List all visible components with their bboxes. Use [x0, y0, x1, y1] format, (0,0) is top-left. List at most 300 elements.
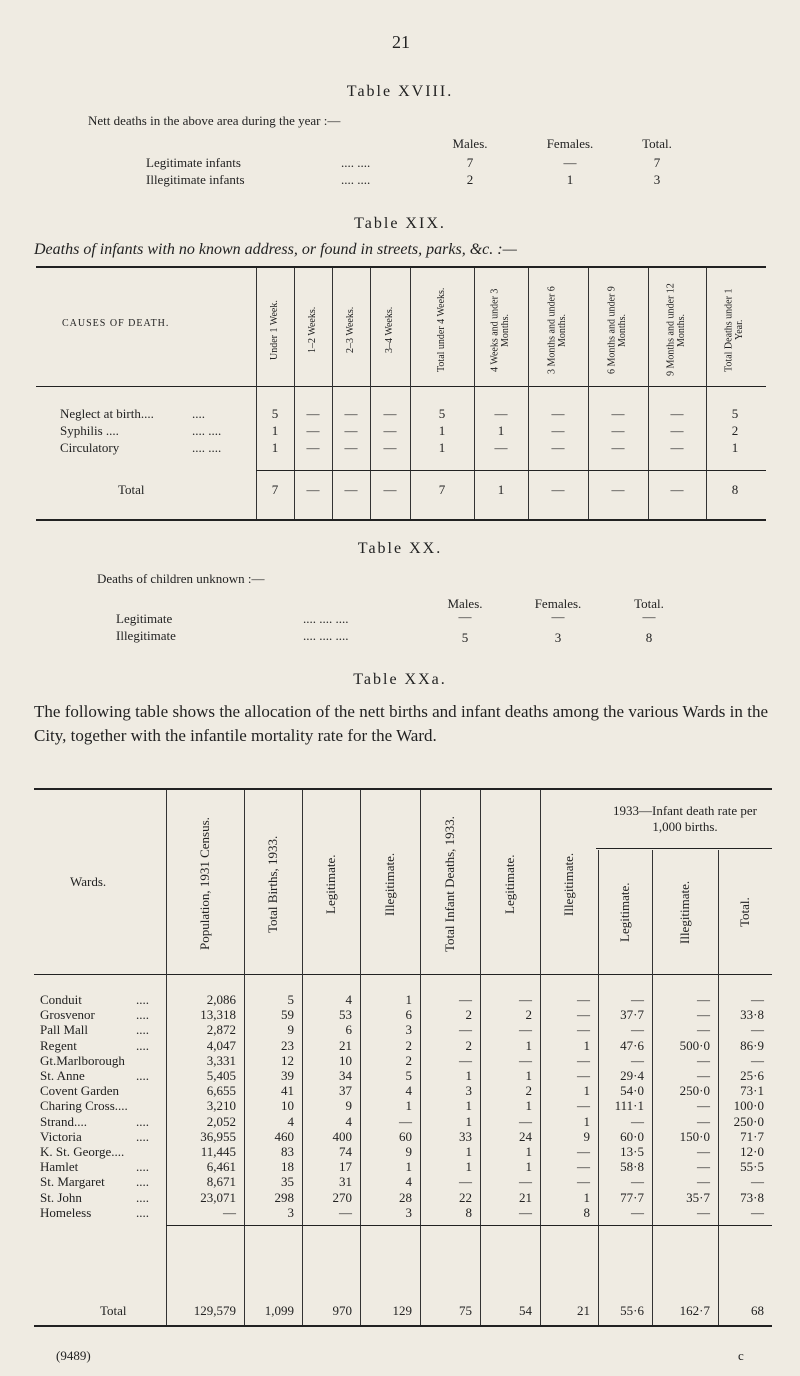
table20a-cell: —	[697, 1022, 710, 1037]
table20a-col-header: Illegitimate.	[381, 852, 397, 916]
table20a-cell: 83	[281, 1144, 294, 1159]
table18-row-dots: .... ....	[341, 172, 371, 187]
table20a-cell: 150·0	[679, 1129, 710, 1144]
table20a-cell: —	[459, 992, 472, 1007]
table20a-cell: 2	[525, 1007, 532, 1022]
table20-row-dots: .... .... ....	[303, 628, 349, 643]
table20-cell: —	[551, 609, 565, 624]
table20a-cell: —	[577, 1098, 590, 1113]
table20a-cell: 1	[525, 1038, 532, 1053]
table20a-cell: 55·5	[740, 1159, 764, 1174]
table19-cell: 5	[438, 406, 446, 421]
table19-row-label: Circulatory	[60, 440, 120, 455]
table20a-ward-dots: ....	[136, 1022, 149, 1037]
table20a-wards-header: Wards.	[70, 874, 107, 889]
table20-cell: —	[642, 609, 656, 624]
table20a-col-header: Legitimate.	[501, 854, 517, 914]
table20a-cell: 3	[287, 1205, 294, 1220]
table20a-cell: 12·0	[740, 1144, 764, 1159]
table20a-ward-name: Conduit	[40, 992, 82, 1007]
table20a-cell: —	[697, 1053, 710, 1068]
table19-cell: 5	[731, 406, 739, 421]
table20a-cell: 36,955	[200, 1129, 236, 1144]
table19-cell: —	[551, 406, 565, 421]
table20a-cell: —	[577, 1144, 590, 1159]
table20a-cell: 10	[281, 1098, 294, 1113]
table20a-cell: —	[223, 1205, 236, 1220]
table20a-cell: 71·7	[740, 1129, 764, 1144]
table19-cell: —	[670, 406, 684, 421]
table19-row-dots: .... ....	[192, 423, 222, 438]
table20a-cell: —	[751, 992, 764, 1007]
table20a-ward-dots: ....	[136, 1174, 149, 1189]
table20a-cell: 3	[465, 1083, 472, 1098]
table20a-ward-dots: ....	[136, 992, 149, 1007]
table20a-cell: 6,461	[206, 1159, 236, 1174]
table20a-cell: —	[577, 1007, 590, 1022]
table20a-cell: 4	[405, 1174, 412, 1189]
table20a-cell: —	[459, 1174, 472, 1189]
table20a-cell: 33	[459, 1129, 472, 1144]
table20a-total-cell: 21	[577, 1303, 590, 1318]
table20a-cell: 1	[405, 1159, 412, 1174]
table20a-cell: 2	[465, 1007, 472, 1022]
table19-cell: —	[494, 406, 508, 421]
table19-top-rule	[36, 266, 766, 268]
table19-row-label: Syphilis ....	[60, 423, 119, 438]
table19-col-header: 2–3 Weeks.	[344, 306, 356, 354]
table20a-cell: —	[519, 1174, 532, 1189]
table20a-cell: —	[577, 1068, 590, 1083]
table20a-total-cell: 129,579	[193, 1303, 236, 1318]
table20a-cell: 1	[583, 1083, 590, 1098]
table20-cell: 3	[554, 630, 562, 645]
table20a-cell: 2,872	[206, 1022, 236, 1037]
table20a-cell: —	[519, 992, 532, 1007]
table19-cell: —	[611, 440, 625, 455]
table20a-ward-name: K. St. George....	[40, 1144, 125, 1159]
table20a-ward-name: St. Anne	[40, 1068, 85, 1083]
table20a-cell: —	[697, 992, 710, 1007]
table20a-ward-name: Grosvenor	[40, 1007, 95, 1022]
table20a-cell: 35	[281, 1174, 294, 1189]
footer-letter: c	[738, 1348, 744, 1363]
table20a-total-cell: 970	[332, 1303, 352, 1318]
table20a-cell: 111·1	[614, 1098, 644, 1113]
table20a-cell: 5	[405, 1068, 412, 1083]
table19-col-header: Total under 4 Weeks.	[435, 287, 447, 373]
table20a-cell: 37	[339, 1083, 352, 1098]
table20a-cell: 2	[405, 1053, 412, 1068]
table20a-cell: —	[697, 1205, 710, 1220]
table19-cause-header: CAUSES OF DEATH.	[62, 318, 170, 329]
table20a-cell: 60	[399, 1129, 412, 1144]
table20a-cell: 4	[345, 992, 352, 1007]
table19-total-rule	[256, 470, 766, 471]
table18-cell: 7	[653, 155, 661, 170]
table19-cell: —	[383, 406, 397, 421]
table19-header-rule	[36, 386, 766, 387]
table19-cell: —	[494, 440, 508, 455]
table20a-cell: 21	[339, 1038, 352, 1053]
table20a-cell: 5,405	[206, 1068, 236, 1083]
table19-bottom-rule	[36, 519, 766, 521]
table20a-cell: 18	[281, 1159, 294, 1174]
table20a-cell: 23	[281, 1038, 294, 1053]
page-number: 21	[392, 32, 410, 52]
table20-cell: 8	[645, 630, 653, 645]
table20a-cell: 41	[281, 1083, 294, 1098]
table20a-cell: 460	[274, 1129, 294, 1144]
table20-title: Table XX.	[357, 540, 443, 557]
table20a-cell: —	[459, 1022, 472, 1037]
table20a-cell: 8,671	[206, 1174, 236, 1189]
table20a-col-header: Legitimate.	[616, 882, 632, 942]
table19-col-header: Total Deaths under 1 Year.	[723, 288, 745, 372]
table20a-cell: —	[697, 1159, 710, 1174]
table20a-ward-name: Victoria	[40, 1129, 82, 1144]
table19-cell: —	[383, 423, 397, 438]
table20a-cell: 53	[339, 1007, 352, 1022]
table20a-cell: 1	[583, 1190, 590, 1205]
table20a-title: Table XXa.	[353, 671, 447, 688]
table19-total-cell: —	[611, 482, 625, 497]
table20a-cell: 2,086	[206, 992, 236, 1007]
table20a-header-rule	[34, 974, 772, 975]
table20a-cell: —	[577, 1174, 590, 1189]
table20a-cell: —	[519, 1114, 532, 1129]
table19-col-header: 6 Months and under 9 Months.	[606, 286, 628, 374]
table20a-cell: 100·0	[733, 1098, 764, 1113]
table20a-cell: —	[697, 1144, 710, 1159]
table20a-cell: —	[577, 1159, 590, 1174]
table20a-cell: 9	[583, 1129, 590, 1144]
table20a-total-rule	[166, 1225, 772, 1226]
table20a-ward-name: Homeless	[40, 1205, 92, 1220]
table20a-cell: —	[631, 1022, 644, 1037]
table19-row-dots: .... ....	[192, 440, 222, 455]
table20a-cell: —	[631, 1174, 644, 1189]
table19-cell: —	[306, 440, 320, 455]
table20a-ward-name: Gt.Marlborough	[40, 1053, 125, 1068]
table20a-total-cell: 55·6	[620, 1303, 644, 1318]
table18-header-females: Females.	[546, 136, 594, 151]
table20a-cell: —	[751, 1053, 764, 1068]
table20a-cell: 2	[405, 1038, 412, 1053]
table20-cell: —	[458, 609, 472, 624]
table20a-cell: 60·0	[620, 1129, 644, 1144]
table20-header-females: Females.	[534, 596, 582, 611]
table20a-ward-dots: ....	[136, 1190, 149, 1205]
table20a-cell: 2,052	[206, 1114, 236, 1129]
table18-cell: 2	[466, 172, 474, 187]
table19-cell: —	[383, 440, 397, 455]
table20a-cell: 1	[465, 1144, 472, 1159]
table19-total-cell: 7	[271, 482, 279, 497]
table20a-cell: 1	[583, 1114, 590, 1129]
table18-cell: 7	[466, 155, 474, 170]
table20a-cell: 47·6	[620, 1038, 644, 1053]
table19-total-cell: 7	[438, 482, 446, 497]
table20a-group-header: 1933—Infant death rate per 1,000 births.	[612, 803, 758, 834]
table20a-cell: 250·0	[679, 1083, 710, 1098]
table20a-cell: 1	[405, 992, 412, 1007]
table20a-total-cell: 1,099	[264, 1303, 294, 1318]
table20a-cell: 3,331	[206, 1053, 236, 1068]
table20a-total-cell: 54	[519, 1303, 532, 1318]
table20a-cell: 73·8	[740, 1190, 764, 1205]
table20a-cell: 23,071	[200, 1190, 236, 1205]
table20a-cell: 73·1	[740, 1083, 764, 1098]
table20a-cell: 58·8	[620, 1159, 644, 1174]
table19-cell: —	[306, 406, 320, 421]
table19-cell: 1	[271, 423, 279, 438]
table20a-cell: —	[631, 992, 644, 1007]
table20-row-dots: .... .... ....	[303, 611, 349, 626]
table19-cell: —	[551, 440, 565, 455]
table20a-col-header: Total Births, 1933.	[264, 835, 280, 933]
table20a-ward-name: Charing Cross....	[40, 1098, 128, 1113]
table20a-cell: 500·0	[679, 1038, 710, 1053]
table20a-bottom-rule	[34, 1325, 772, 1327]
table20a-ward-name: Hamlet	[40, 1159, 79, 1174]
table20a-cell: 77·7	[620, 1190, 644, 1205]
table19-cell: 1	[271, 440, 279, 455]
table20a-cell: 29·4	[620, 1068, 644, 1083]
table19-cell: 2	[731, 423, 739, 438]
table19-row-label: Neglect at birth....	[60, 406, 154, 421]
table20a-cell: —	[459, 1053, 472, 1068]
table20a-ward-name: Regent	[40, 1038, 77, 1053]
table20-row-label: Illegitimate	[116, 628, 176, 643]
table20a-cell: 4	[287, 1114, 294, 1129]
table20a-cell: 270	[332, 1190, 352, 1205]
table20a-col-header: Legitimate.	[322, 854, 338, 914]
table20a-col-header: Total Infant Deaths, 1933.	[441, 816, 457, 952]
table20a-cell: 13,318	[200, 1007, 236, 1022]
table20a-cell: 34	[339, 1068, 352, 1083]
table20a-cell: —	[519, 1053, 532, 1068]
table20a-cell: 13·5	[620, 1144, 644, 1159]
table20a-group-rule	[596, 848, 772, 849]
table19-total-cell: 8	[731, 482, 739, 497]
table20a-cell: 1	[465, 1159, 472, 1174]
table19-total-cell: —	[670, 482, 684, 497]
table20a-cell: 6,655	[206, 1083, 236, 1098]
table20a-cell: —	[697, 1068, 710, 1083]
table20-intro: Deaths of children unknown :—	[97, 571, 265, 586]
table20a-cell: —	[631, 1053, 644, 1068]
table20a-ward-dots: ....	[136, 1129, 149, 1144]
table19-cell: 5	[271, 406, 279, 421]
table20a-cell: —	[697, 1098, 710, 1113]
table19-cell: 1	[438, 440, 446, 455]
table18-row-dots: .... ....	[341, 155, 371, 170]
table20a-cell: —	[577, 1022, 590, 1037]
table20a-cell: 6	[345, 1022, 352, 1037]
table20a-total-cell: 162·7	[679, 1303, 710, 1318]
table20a-cell: —	[751, 1205, 764, 1220]
table20a-cell: 4	[345, 1114, 352, 1129]
table20a-col-header: Population, 1931 Census.	[196, 817, 212, 951]
table20a-total-cell: 68	[751, 1303, 764, 1318]
table19-col-header: 3 Months and under 6 Months.	[546, 286, 568, 374]
table20a-cell: 24	[519, 1129, 532, 1144]
table20a-cell: 3	[405, 1205, 412, 1220]
table20a-cell: 1	[525, 1159, 532, 1174]
table20a-cell: 9	[345, 1098, 352, 1113]
table20a-cell: 2	[465, 1038, 472, 1053]
table20a-cell: 1	[525, 1098, 532, 1113]
footer-signature: (9489)	[56, 1348, 91, 1363]
table20a-cell: 9	[405, 1144, 412, 1159]
table19-cell: —	[551, 423, 565, 438]
table20a-ward-name: Covent Garden	[40, 1083, 120, 1098]
table19-cell: —	[670, 440, 684, 455]
table20a-cell: 1	[465, 1114, 472, 1129]
table20a-cell: 250·0	[733, 1114, 764, 1129]
table19-cell: —	[670, 423, 684, 438]
table20a-total-cell: 129	[392, 1303, 412, 1318]
table19-total-cell: —	[344, 482, 358, 497]
table20a-intro: The following table shows the allocation of the nett births and infant deaths among the various Wards in the City, together with the infantile mortality rate for the Ward.	[34, 702, 768, 745]
table20a-cell: 28	[399, 1190, 412, 1205]
table19-cell: —	[306, 423, 320, 438]
table20a-cell: —	[751, 1174, 764, 1189]
table19-total-cell: —	[383, 482, 397, 497]
table20a-cell: 22	[459, 1190, 472, 1205]
table20a-total-label: Total	[100, 1303, 127, 1318]
table20a-cell: 39	[281, 1068, 294, 1083]
table20a-cell: —	[697, 1174, 710, 1189]
table20a-total-cell: 75	[459, 1303, 472, 1318]
table20a-cell: 1	[525, 1144, 532, 1159]
table20a-cell: 1	[583, 1038, 590, 1053]
table20a-cell: —	[577, 992, 590, 1007]
table20a-cell: —	[631, 1205, 644, 1220]
table18-cell: 3	[653, 172, 661, 187]
table18-title: Table XVIII.	[346, 83, 454, 100]
table20a-cell: 10	[339, 1053, 352, 1068]
table18-row-label: Illegitimate infants	[146, 172, 245, 187]
table19-col-header: 3–4 Weeks.	[383, 306, 395, 354]
table20a-cell: —	[399, 1114, 412, 1129]
table20a-cell: 6	[405, 1007, 412, 1022]
table20a-col-header: Total.	[736, 897, 752, 927]
table20a-ward-dots: ....	[136, 1205, 149, 1220]
table20-header-total: Total.	[634, 596, 664, 611]
table19-col-header: 4 Weeks and under 3 Months.	[489, 288, 511, 372]
table19-col-header: 9 Months and under 12 Months.	[665, 283, 687, 377]
table20a-cell: —	[519, 1022, 532, 1037]
table20a-cell: 1	[525, 1068, 532, 1083]
table19-cell: —	[344, 440, 358, 455]
table20a-cell: 54·0	[620, 1083, 644, 1098]
table20a-cell: 9	[287, 1022, 294, 1037]
table20a-cell: 35·7	[686, 1190, 710, 1205]
table20a-cell: 8	[465, 1205, 472, 1220]
table20a-cell: 1	[465, 1068, 472, 1083]
table19-cell: 1	[731, 440, 739, 455]
table20a-cell: 74	[339, 1144, 352, 1159]
table20a-col-header: Illegitimate.	[560, 852, 576, 916]
table20a-ward-name: Strand....	[40, 1114, 87, 1129]
table20a-cell: 1	[465, 1098, 472, 1113]
table20a-cell: 2	[525, 1083, 532, 1098]
table20a-cell: —	[577, 1053, 590, 1068]
table18-header-total: Total.	[642, 136, 672, 151]
table20a-cell: 4	[405, 1083, 412, 1098]
table19-total-cell: —	[306, 482, 320, 497]
table19-cell: —	[344, 406, 358, 421]
table19-col-header: Under 1 Week.	[268, 300, 280, 360]
table18-header-males: Males.	[452, 136, 488, 151]
table20a-cell: 21	[519, 1190, 532, 1205]
table20a-cell: —	[339, 1205, 352, 1220]
table20a-cell: —	[697, 1007, 710, 1022]
table19-cell: —	[611, 423, 625, 438]
table20a-cell: —	[697, 1114, 710, 1129]
table20a-ward-name: St. John	[40, 1190, 82, 1205]
table20a-cell: 11,445	[200, 1144, 236, 1159]
table20a-cell: —	[751, 1022, 764, 1037]
table19-cell: 1	[438, 423, 446, 438]
table20a-cell: 4,047	[206, 1038, 236, 1053]
table20-header-males: Males.	[447, 596, 483, 611]
table20a-cell: 1	[405, 1098, 412, 1113]
table19-total-cell: 1	[497, 482, 505, 497]
table19-row-dots: ....	[192, 406, 205, 421]
table20a-cell: 86·9	[740, 1038, 764, 1053]
table20a-cell: 8	[583, 1205, 590, 1220]
table19-subtitle: Deaths of infants with no known address, or found in streets, parks, &c. :—	[34, 241, 517, 258]
table18-cell: —	[563, 155, 577, 170]
table20a-ward-dots: ....	[136, 1068, 149, 1083]
table20a-ward-dots: ....	[136, 1159, 149, 1174]
table20a-top-rule	[34, 788, 772, 790]
table20a-ward-name: St. Margaret	[40, 1174, 105, 1189]
table20a-cell: 31	[339, 1174, 352, 1189]
table19-cell: —	[344, 423, 358, 438]
table20a-ward-dots: ....	[136, 1007, 149, 1022]
table20a-ward-dots: ....	[136, 1114, 149, 1129]
table20a-cell: 3	[405, 1022, 412, 1037]
table18-cell: 1	[566, 172, 574, 187]
table20-row-label: Legitimate	[116, 611, 173, 626]
table19-cell: 1	[497, 423, 505, 438]
table19-total-cell: —	[551, 482, 565, 497]
table19-total-label: Total	[118, 482, 145, 497]
table20a-col-header: Illegitimate.	[676, 880, 692, 944]
table19-cell: —	[611, 406, 625, 421]
table20a-cell: —	[519, 1205, 532, 1220]
table19-col-header: 1–2 Weeks.	[306, 306, 318, 354]
table20a-cell: 3,210	[206, 1098, 236, 1113]
table20a-cell: 5	[287, 992, 294, 1007]
table20a-cell: 17	[339, 1159, 352, 1174]
table20a-cell: 400	[332, 1129, 352, 1144]
table20a-cell: 12	[281, 1053, 294, 1068]
table20a-cell: —	[631, 1114, 644, 1129]
table20a-cell: 33·8	[740, 1007, 764, 1022]
table19-title: Table XIX.	[354, 215, 446, 232]
table20a-cell: 25·6	[740, 1068, 764, 1083]
table20a-ward-dots: ....	[136, 1038, 149, 1053]
table20a-cell: 37·7	[620, 1007, 644, 1022]
table20-cell: 5	[461, 630, 469, 645]
table18-intro: Nett deaths in the above area during the year :—	[88, 113, 341, 128]
table20a-cell: 59	[281, 1007, 294, 1022]
